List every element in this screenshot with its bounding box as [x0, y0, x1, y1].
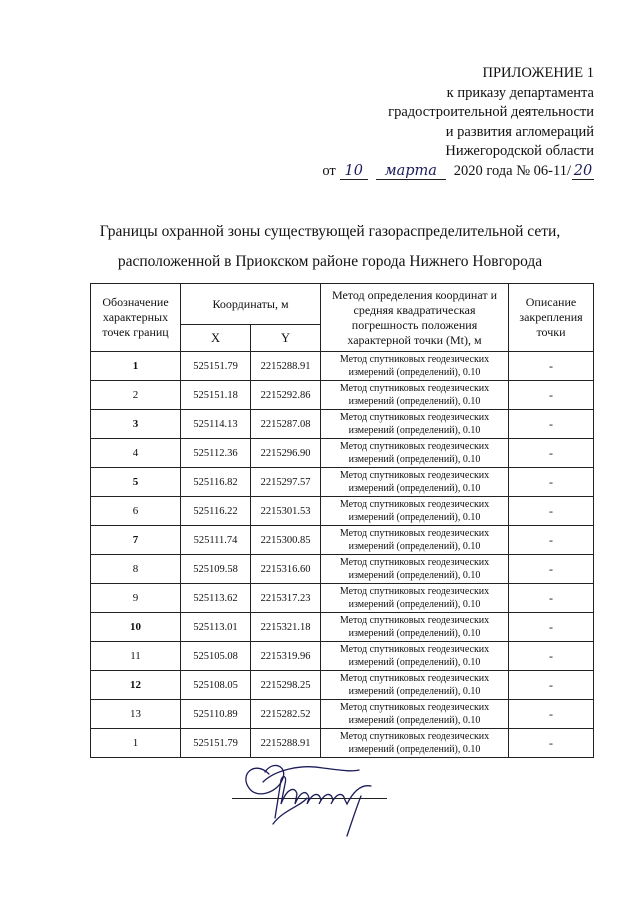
handwritten-day: 10 [340, 164, 368, 180]
cell-point: 6 [91, 497, 181, 526]
cell-point: 1 [91, 729, 181, 758]
cell-x: 525116.22 [181, 497, 251, 526]
cell-description: - [509, 642, 594, 671]
cell-x: 525110.89 [181, 700, 251, 729]
table-row [91, 671, 594, 700]
cell-method: Метод спутниковых геодезических измерений (определений), 0.10 [321, 555, 509, 584]
cell-method: Метод спутниковых геодезических измерений (определений), 0.10 [321, 468, 509, 497]
appendix-line-order: к приказу департамента [446, 84, 594, 101]
cell-description: - [509, 555, 594, 584]
cell-description: - [509, 526, 594, 555]
cell-method: Метод спутниковых геодезических измерений (определений), 0.10 [321, 700, 509, 729]
date-prefix: от [322, 162, 336, 179]
cell-description: - [509, 671, 594, 700]
cell-method: Метод спутниковых геодезических измерений (определений), 0.10 [321, 613, 509, 642]
cell-method: Метод спутниковых геодезических измерений (определений), 0.10 [321, 410, 509, 439]
signature-icon [235, 752, 405, 840]
table-row [91, 700, 594, 729]
table-row [91, 381, 594, 410]
cell-description: - [509, 410, 594, 439]
cell-point: 3 [91, 410, 181, 439]
cell-method: Метод спутниковых геодезических измерений (определений), 0.10 [321, 584, 509, 613]
cell-description: - [509, 613, 594, 642]
table-row [91, 526, 594, 555]
cell-x: 525116.82 [181, 468, 251, 497]
title-line-2: расположенной в Приокском районе города Нижнего Новгорода [117, 253, 543, 270]
header-y: Y [251, 325, 321, 352]
handwritten-order-number: 20 [573, 162, 593, 179]
appendix-title: ПРИЛОЖЕНИЕ 1 [482, 65, 594, 81]
cell-x: 525113.01 [181, 613, 251, 642]
cell-description: - [509, 381, 594, 410]
cell-method: Метод спутниковых геодезических измерений (определений), 0.10 [321, 671, 509, 700]
order-date-line [322, 162, 594, 182]
cell-method: Метод спутниковых геодезических измерений (определений), 0.10 [321, 497, 509, 526]
header-point: Обозначение характерных точек границ [91, 284, 181, 352]
table-row [91, 642, 594, 671]
cell-description: - [509, 700, 594, 729]
header-x: X [181, 325, 251, 352]
appendix-line-department: градостроительной деятельности [388, 104, 594, 120]
table-row [91, 439, 594, 468]
cell-method: Метод спутниковых геодезических измерений (определений), 0.10 [321, 381, 509, 410]
header-description: Описание закрепления точки [509, 284, 594, 352]
appendix-line-agglomeration: и развития агломераций [445, 123, 594, 140]
cell-y: 2215298.25 [251, 671, 321, 700]
table-row [91, 352, 594, 381]
cell-x: 525114.13 [181, 410, 251, 439]
cell-x: 525109.58 [181, 555, 251, 584]
cell-method: Метод спутниковых геодезических измерений (определений), 0.10 [321, 526, 509, 555]
cell-description: - [509, 729, 594, 758]
cell-x: 525112.36 [181, 439, 251, 468]
cell-y: 2215282.52 [251, 700, 321, 729]
cell-x: 525111.74 [181, 526, 251, 555]
cell-point: 9 [91, 584, 181, 613]
title-line-1: Границы охранной зоны существующей газораспределительной сети, [99, 223, 561, 240]
cell-y: 2215292.86 [251, 381, 321, 410]
table-row [91, 468, 594, 497]
cell-point: 5 [91, 468, 181, 497]
table-row [91, 497, 594, 526]
cell-x: 525151.79 [181, 729, 251, 758]
cell-y: 2215317.23 [251, 584, 321, 613]
cell-x: 525113.62 [181, 584, 251, 613]
cell-y: 2215319.96 [251, 642, 321, 671]
cell-y: 2215301.53 [251, 497, 321, 526]
table-row [91, 613, 594, 642]
header-coordinates: Координаты, м [181, 284, 321, 325]
cell-point: 7 [91, 526, 181, 555]
cell-point: 13 [91, 700, 181, 729]
cell-y: 2215287.08 [251, 410, 321, 439]
cell-y: 2215316.60 [251, 555, 321, 584]
cell-method: Метод спутниковых геодезических измерений (определений), 0.10 [321, 729, 509, 758]
cell-method: Метод спутниковых геодезических измерений (определений), 0.10 [321, 352, 509, 381]
cell-x: 525105.08 [181, 642, 251, 671]
date-suffix: 2020 года № 06-11/ [453, 162, 571, 179]
cell-y: 2215300.85 [251, 526, 321, 555]
cell-description: - [509, 497, 594, 526]
cell-description: - [509, 439, 594, 468]
cell-y: 2215321.18 [251, 613, 321, 642]
table-row [91, 584, 594, 613]
cell-y: 2215288.91 [251, 352, 321, 381]
cell-point: 12 [91, 671, 181, 700]
coordinates-table [90, 283, 594, 758]
cell-description: - [509, 352, 594, 381]
cell-x: 525151.79 [181, 352, 251, 381]
header-method: Метод определения координат и средняя квадратическая погрешность положения характерной точки (Mt), м [321, 284, 509, 352]
cell-point: 8 [91, 555, 181, 584]
cell-description: - [509, 584, 594, 613]
cell-x: 525151.18 [181, 381, 251, 410]
cell-y: 2215296.90 [251, 439, 321, 468]
cell-point: 1 [91, 352, 181, 381]
cell-point: 11 [91, 642, 181, 671]
cell-y: 2215297.57 [251, 468, 321, 497]
table-row [91, 555, 594, 584]
cell-x: 525108.05 [181, 671, 251, 700]
cell-y: 2215288.91 [251, 729, 321, 758]
cell-description: - [509, 468, 594, 497]
document-title [60, 217, 600, 277]
appendix-header [322, 64, 594, 181]
table-row [91, 410, 594, 439]
cell-point: 10 [91, 613, 181, 642]
cell-method: Метод спутниковых геодезических измерений (определений), 0.10 [321, 439, 509, 468]
table-header-row [91, 284, 594, 325]
cell-method: Метод спутниковых геодезических измерений (определений), 0.10 [321, 642, 509, 671]
cell-point: 4 [91, 439, 181, 468]
appendix-line-region: Нижегородской области [445, 143, 594, 159]
cell-point: 2 [91, 381, 181, 410]
handwritten-month: марта [376, 164, 446, 180]
